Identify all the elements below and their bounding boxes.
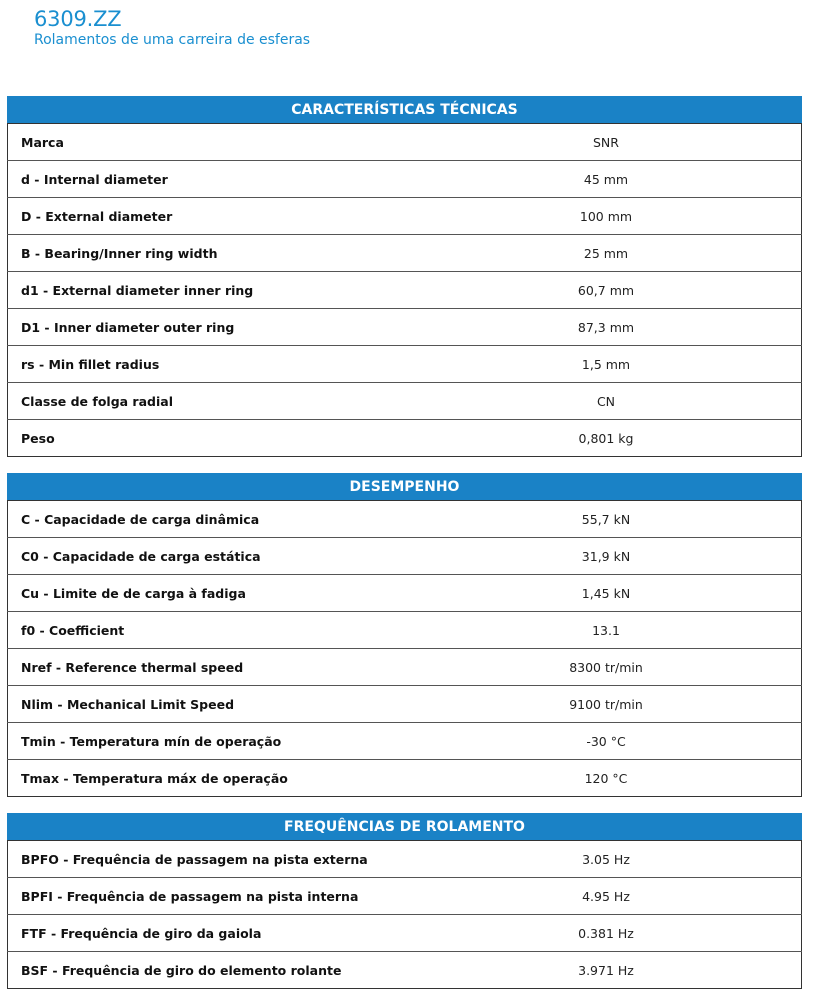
section-performance: [7, 473, 802, 797]
row-value: SNR: [411, 124, 802, 161]
table-row: [8, 538, 802, 575]
table-row: [8, 760, 802, 797]
row-value: 55,7 kN: [411, 501, 802, 538]
section-heading: FREQUÊNCIAS DE ROLAMENTO: [7, 813, 802, 840]
spec-table: [7, 840, 802, 989]
table-row: [8, 346, 802, 383]
row-value: 1,5 mm: [411, 346, 802, 383]
table-row: [8, 915, 802, 952]
row-value: 60,7 mm: [411, 272, 802, 309]
table-row: [8, 272, 802, 309]
table-row: [8, 686, 802, 723]
row-value: 3.05 Hz: [411, 841, 802, 878]
table-row: [8, 420, 802, 457]
row-label: Cu - Limite de de carga à fadiga: [8, 575, 412, 612]
table-row: [8, 124, 802, 161]
row-value: 31,9 kN: [411, 538, 802, 575]
row-value: 1,45 kN: [411, 575, 802, 612]
row-label: rs - Min fillet radius: [8, 346, 412, 383]
row-value: 100 mm: [411, 198, 802, 235]
table-row: [8, 235, 802, 272]
section-technical-characteristics: [7, 96, 802, 457]
section-heading: CARACTERÍSTICAS TÉCNICAS: [7, 96, 802, 123]
table-row: [8, 878, 802, 915]
row-label: B - Bearing/Inner ring width: [8, 235, 412, 272]
row-label: d1 - External diameter inner ring: [8, 272, 412, 309]
product-header: [34, 6, 310, 48]
row-label: f0 - Coefficient: [8, 612, 412, 649]
row-value: 9100 tr/min: [411, 686, 802, 723]
row-label: BPFI - Frequência de passagem na pista interna: [8, 878, 412, 915]
product-title: 6309.ZZ: [34, 7, 122, 31]
row-label: Tmax - Temperatura máx de operação: [8, 760, 412, 797]
row-label: Nref - Reference thermal speed: [8, 649, 412, 686]
row-label: D - External diameter: [8, 198, 412, 235]
row-label: d - Internal diameter: [8, 161, 412, 198]
row-value: 0,801 kg: [411, 420, 802, 457]
row-label: BSF - Frequência de giro do elemento rolante: [8, 952, 412, 989]
table-row: [8, 198, 802, 235]
row-label: Nlim - Mechanical Limit Speed: [8, 686, 412, 723]
section-bearing-frequencies: [7, 813, 802, 989]
row-label: C0 - Capacidade de carga estática: [8, 538, 412, 575]
table-row: [8, 723, 802, 760]
row-value: 120 °C: [411, 760, 802, 797]
row-label: FTF - Frequência de giro da gaiola: [8, 915, 412, 952]
product-subtitle: Rolamentos de uma carreira de esferas: [34, 32, 311, 48]
table-row: [8, 952, 802, 989]
row-value: 4.95 Hz: [411, 878, 802, 915]
table-row: [8, 649, 802, 686]
spec-table: [7, 123, 802, 457]
spec-table: [7, 500, 802, 797]
row-label: D1 - Inner diameter outer ring: [8, 309, 412, 346]
row-value: CN: [411, 383, 802, 420]
table-row: [8, 501, 802, 538]
row-value: -30 °C: [411, 723, 802, 760]
table-row: [8, 383, 802, 420]
row-value: 25 mm: [411, 235, 802, 272]
section-heading: DESEMPENHO: [7, 473, 802, 500]
row-value: 87,3 mm: [411, 309, 802, 346]
row-value: 8300 tr/min: [411, 649, 802, 686]
table-row: [8, 309, 802, 346]
row-label: Tmin - Temperatura mín de operação: [8, 723, 412, 760]
row-label: Classe de folga radial: [8, 383, 412, 420]
row-value: 45 mm: [411, 161, 802, 198]
table-row: [8, 841, 802, 878]
row-label: C - Capacidade de carga dinâmica: [8, 501, 412, 538]
table-row: [8, 575, 802, 612]
row-label: BPFO - Frequência de passagem na pista externa: [8, 841, 412, 878]
row-label: Marca: [8, 124, 412, 161]
row-value: 13.1: [411, 612, 802, 649]
table-row: [8, 612, 802, 649]
row-value: 0.381 Hz: [411, 915, 802, 952]
row-value: 3.971 Hz: [411, 952, 802, 989]
row-label: Peso: [8, 420, 412, 457]
table-row: [8, 161, 802, 198]
